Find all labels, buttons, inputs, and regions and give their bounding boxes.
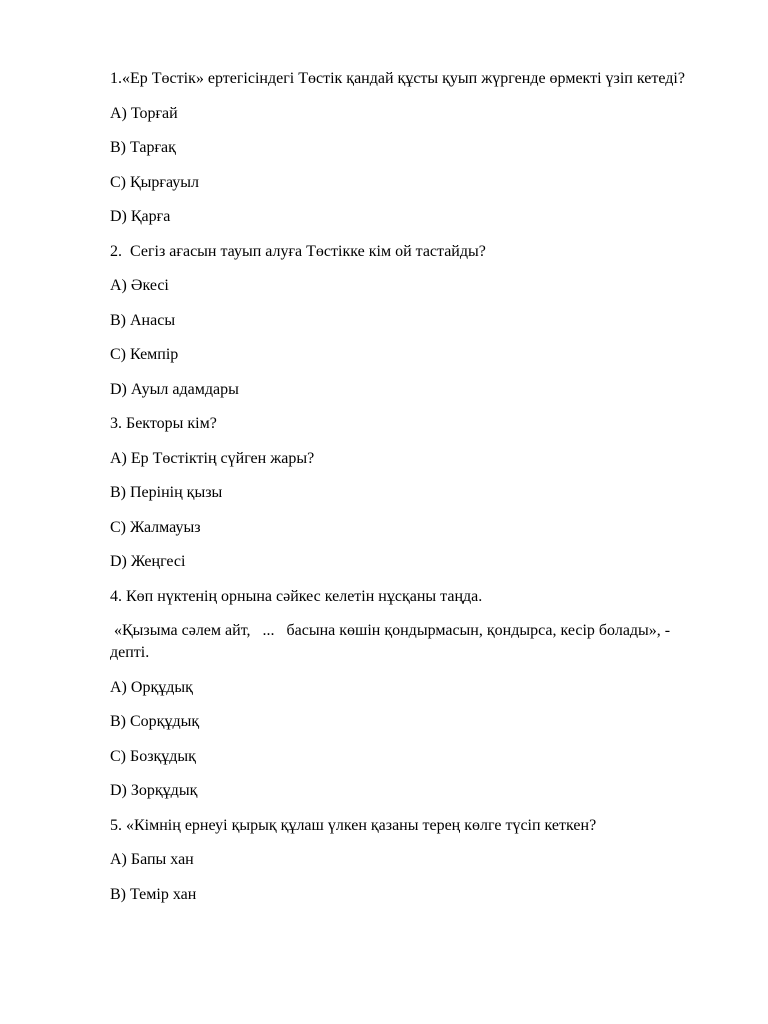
question-3-option-d: D) Жеңгесі bbox=[110, 553, 186, 570]
question-4-quote: «Қызыма сәлем айт, ... басына көшін қондырмасын, қондырса, кесір болады», - депті. bbox=[110, 622, 675, 661]
question-5-text: 5. «Кімнің ернеуі қырық құлаш үлкен қазаны терең көлге түсіп кеткен? bbox=[110, 816, 597, 834]
question-3-option-b: B) Перінің қызы bbox=[110, 484, 223, 501]
question-3-option-a: A) Ер Төстіктің сүйген жары? bbox=[110, 449, 315, 467]
question-1-option-a: A) Торғай bbox=[110, 104, 178, 122]
question-2-option-b: B) Анасы bbox=[110, 311, 176, 329]
question-4-option-c: C) Бозқұдық bbox=[110, 747, 196, 765]
question-1-option-d: D) Қарға bbox=[110, 208, 171, 225]
question-2-option-d: D) Ауыл адамдары bbox=[110, 380, 239, 398]
question-5-option-b: B) Темір хан bbox=[110, 885, 197, 903]
question-5-option-a: A) Бапы хан bbox=[110, 851, 194, 868]
question-2-option-a: A) Әкесі bbox=[110, 277, 169, 294]
question-2-option-c: C) Кемпір bbox=[110, 346, 179, 363]
question-4-option-b: B) Сорқұдық bbox=[110, 713, 200, 730]
question-4-option-a: A) Орқұдық bbox=[110, 678, 193, 696]
question-2-text: 2. Сегіз ағасын тауып алуға Төстікке кім ой тастайды? bbox=[110, 242, 486, 260]
question-3-text: 3. Бекторы кім? bbox=[110, 415, 217, 432]
question-1-text: 1.«Ер Төстік» ертегісіндегі Төстік қандай құсты қуып жүргенде өрмекті үзіп кетеді? bbox=[110, 70, 685, 87]
question-4-text: 4. Көп нүктенің орнына сәйкес келетін нұсқаны таңда. bbox=[110, 587, 483, 605]
question-1-option-c: C) Қырғауыл bbox=[110, 173, 200, 191]
question-3-option-c: C) Жалмауыз bbox=[110, 518, 201, 536]
question-4-option-d: D) Зорқұдық bbox=[110, 782, 198, 799]
question-1-option-b: B) Тарғақ bbox=[110, 139, 176, 156]
document-page bbox=[110, 68, 710, 918]
